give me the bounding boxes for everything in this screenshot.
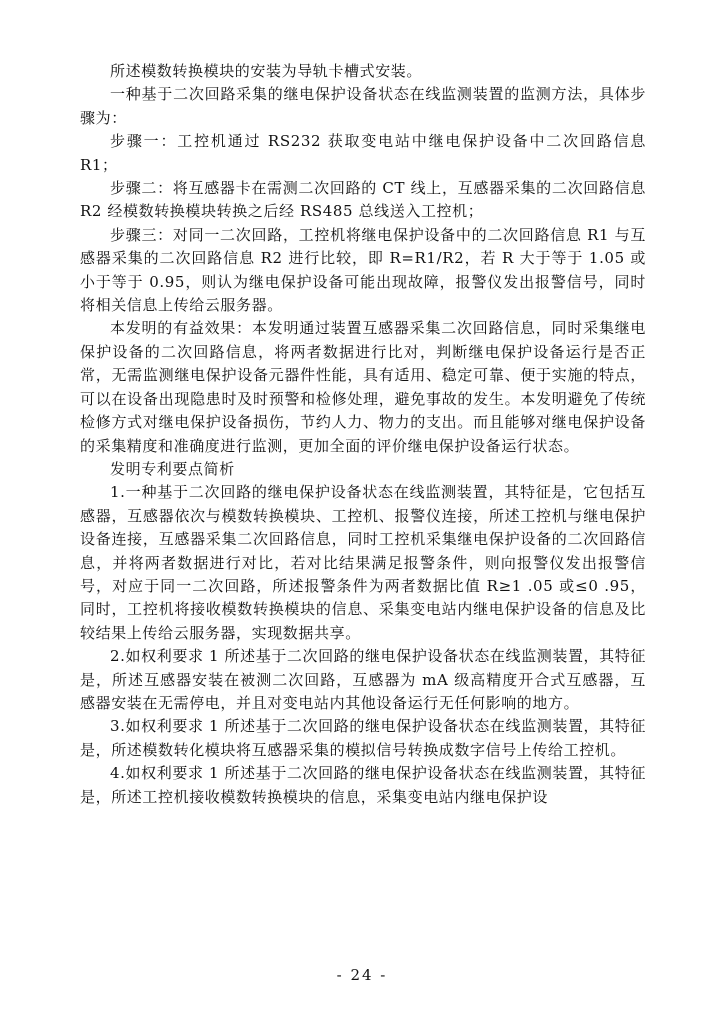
- body-text: [80, 60, 646, 809]
- paragraph-step-1: 步骤一：工控机通过 RS232 获取变电站中继电保护设备中二次回路信息 R1；: [80, 132, 646, 174]
- paragraph-claim-3: 3.如权利要求 1 所述基于二次回路的继电保护设备状态在线监测装置，其特征是，所述模数转化模块将互感器采集的模拟信号转换成数字信号上传给工控机。: [80, 717, 646, 759]
- paragraph-step-2: 步骤二：将互感器卡在需测二次回路的 CT 线上，互感器采集的二次回路信息 R2 经模数转换模块转换之后经 RS485 总线送入工控机；: [80, 179, 646, 221]
- paragraph-step-3: 步骤三：对同一二次回路，工控机将继电保护设备中的二次回路信息 R1 与互感器采集的二次回路信息 R2 进行比较，即 R=R1/R2，若 R 大于等于 1.05 或小于等于 0.95，则认为继电保护设备可能出现故障，报警仪发出报警信号，同时将相关信息上传给云服务器。: [80, 225, 646, 315]
- paragraph-benefits: 本发明的有益效果：本发明通过装置互感器采集二次回路信息，同时采集继电保护设备的二次回路信息，将两者数据进行比对，判断继电保护设备运行是否正常，无需监测继电保护设备元器件性能，具有适用、稳定可靠、便于实施的特点，可以在设备出现隐患时及时预警和检修处理，避免事故的发生。本发明避免了传统检修方式对继电保护设备损伤，节约人力、物力的支出。而且能够对继电保护设备的采集精度和准确度进行监测，更加全面的评价继电保护设备运行状态。: [80, 319, 646, 455]
- paragraph-claim-2: 2.如权利要求 1 所述基于二次回路的继电保护设备状态在线监测装置，其特征是，所述互感器安装在被测二次回路，互感器为 mA 级高精度开合式互感器，互感器安装在无需停电，并且对变电站内其他设备运行无任何影响的地方。: [80, 647, 646, 712]
- paragraph-claim-1: 1.一种基于二次回路的继电保护设备状态在线监测装置，其特征是，它包括互感器，互感器依次与模数转换模块、工控机、报警仪连接，所述工控机与继电保护设备连接，互感器采集二次回路信息，同时工控机采集继电保护设备的二次回路信息，并将两者数据进行对比，若对比结果满足报警条件，则向报警仪发出报警信号，对应于同一二次回路，所述报警条件为两者数据比值 R≥1 .05 或≤0 .95，同时，工控机将接收模数转换模块的信息、采集变电站内继电保护设备的信息及比较结果上传给云服务器，实现数据共享。: [80, 483, 646, 642]
- page-number: - 24 -: [336, 966, 388, 984]
- paragraph-installation: 所述模数转换模块的安装为导轨卡槽式安装。: [110, 62, 423, 80]
- paragraph-claim-4: 4.如权利要求 1 所述基于二次回路的继电保护设备状态在线监测装置，其特征是，所述工控机接收模数转换模块的信息，采集变电站内继电保护设: [80, 764, 646, 806]
- paragraph-method-intro: 一种基于二次回路采集的继电保护设备状态在线监测装置的监测方法，具体步骤为：: [80, 85, 646, 127]
- section-heading: 发明专利要点简析: [110, 459, 235, 478]
